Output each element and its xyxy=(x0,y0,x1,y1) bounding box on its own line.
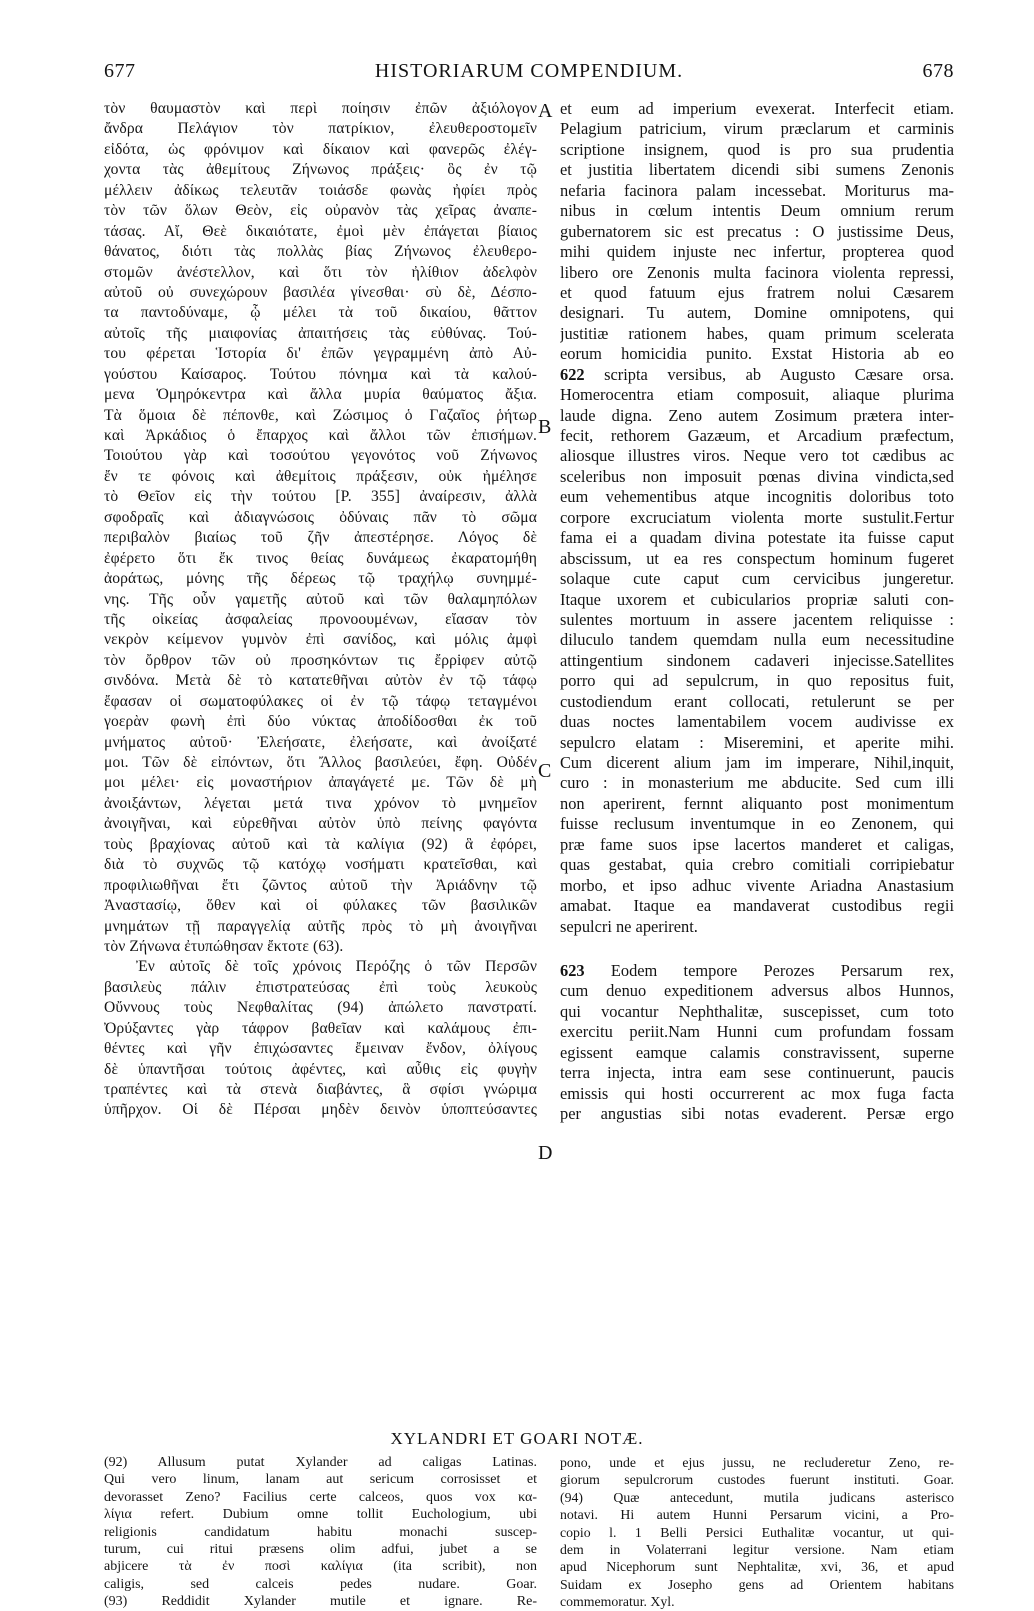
greek-text-line: Ἀναστασίῳ, ὅθεν καὶ οἱ φύλακες τῶν βασιλικῶν xyxy=(104,897,537,915)
greek-text-line: ἀνοιγῆναι, καὶ εὑρεθῆναι αὐτὸν ὑπὸ πείνης φαγόντα xyxy=(104,815,537,833)
note-line: pono, unde et ejus jussu, ne recluderetur Zeno, re- xyxy=(560,1455,954,1470)
greek-text-line: τα παντοδύναμε, ᾧ μέλει τὰ τοῦ δικαίου, θᾶττον xyxy=(104,304,537,322)
greek-text-line: σινδόνα. Μετὰ δὲ τὸ κατατεθῆναι αὐτὸν ἐν τῷ τάφῳ xyxy=(104,672,537,690)
latin-text-line xyxy=(560,961,954,981)
greek-text-line: στομῶν ἀνέστελλον, καὶ ὅτι τὸν ἠλίθιον ἀδελφὸν xyxy=(104,263,537,281)
latin-text-line: sulentes mortuum in assere jacentem reliquisse : xyxy=(560,609,954,629)
greek-text-line: βασιλεὺς πάλιν ἐπιστρατεύσας ἐπὶ τοὺς λευκοὺς xyxy=(104,978,537,996)
greek-text-line: τάσας. Αἴ, Θεὲ δικαιότατε, ἐμοὶ μὲν ἐπάγεται βίαιος xyxy=(104,222,537,240)
greek-text-line: μνημάτων τῇ παραγγελίᾳ αὐτῆς πρὸς τὸ μὴ ἀνοιγῆναι xyxy=(104,917,537,935)
note-line: (94) Quæ antecedunt, mutila judicans asterisco xyxy=(560,1489,954,1505)
section-number: 623 xyxy=(560,960,611,980)
section-number: 622 xyxy=(560,364,605,384)
greek-text-line: τὸν Ζήνωνα ἐτυπώθησαν ἔκτοτε (63). xyxy=(104,937,344,955)
greek-text-line: τὸν θαυμαστὸν καὶ περὶ ποίησιν ἐπῶν ἀξιόλογον xyxy=(104,100,537,117)
latin-text-line: curo : in monasterium me abducite. Sed cum illi xyxy=(560,773,954,793)
greek-text-line: ὑπῆρχον. Οἱ δὲ Πέρσαι μηδὲν δεινὸν ὑποπτεύσαντες xyxy=(104,1101,537,1119)
latin-text-line: præ fame suos ipse lacertos manderet et caligas, xyxy=(560,834,954,854)
greek-text-line: περιβαλὸν βιαίως τοῦ ζῆν ἀπεστέρησε. Λόγος δὲ xyxy=(104,529,537,547)
latin-text-line: et quod fatuum ejus fratrem nolui Cæsarem xyxy=(560,282,954,302)
note-line: Qui vero linum, lanam aut sericum corrosisset et xyxy=(104,1472,537,1488)
greek-text-line: ἔν τε φόνοις καὶ ἀθεμίτοις πράξεσιν, οὐκ ἠμέλησε xyxy=(104,467,537,485)
greek-text-line: χοντα τὰς ἀθεμίτους Ζήνωνος πράξεις· ὃς ἐν τῷ xyxy=(104,161,537,179)
latin-text-line: egissent eamque calamis constravissent, superne xyxy=(560,1042,954,1062)
latin-text-line: emissis qui hosti occurrerent ac mox fuga facta xyxy=(560,1083,954,1103)
latin-text-line: eorum homicidia punito. Exstat Historia ab eo xyxy=(560,344,954,364)
greek-text-line: σφοδραῖς καὶ ἀδιαγνώσοις ὀδύναις πᾶν τὸ σῶμα xyxy=(104,508,537,526)
note-line: abjicere τὰ ἐν ποσὶ καλίγια (ita scribit), non xyxy=(104,1559,537,1575)
latin-text-line: et eum ad imperium evexerat. Interfecit etiam. xyxy=(560,99,954,118)
latin-text-line: nefaria facinora palam incessebat. Moriturus ma- xyxy=(560,180,954,200)
greek-text-line: διὰ τὸ συχνῶς τῷ κατόχῳ νοσήματι κρατεῖσθαι, καὶ xyxy=(104,856,537,874)
margin-letter-b: B xyxy=(538,416,552,438)
running-header xyxy=(104,60,954,90)
latin-text-line: attingentium sindonem cadaveri injecisse.Satellites xyxy=(560,650,954,670)
greek-text-line: τὸν τῶν ὅλων Θεὸν, εἰς οὐρανὸν τὰς χεῖρας ἀναπε- xyxy=(104,202,537,220)
latin-text-line: Cum dicerent alium jam im imperare, Nihil,inquit, xyxy=(560,753,954,772)
greek-text-line: γοερὰν φωνὴ ἐπὶ δύο νύκτας ἀποδίδοσθαι ἐκ τοῦ xyxy=(104,713,537,731)
latin-text-line: gubernatorem sic est precatus : O justissime Deus, xyxy=(560,221,954,241)
greek-text-line: νης. Τῆς οὖν γαμετῆς αὐτοῦ καὶ τῶν θαλαμηπόλων xyxy=(104,590,537,608)
greek-text-line: μενα Ὁμηρόκεντρα καὶ ἄλλα μυρία θαύματος ἄξια. xyxy=(104,386,537,404)
greek-text-line: μνήματος αὐτοῦ· Ἐλεήσατε, ἐλεήσατε, καὶ ἀνοίξατέ xyxy=(104,733,537,751)
greek-text-line: νεκρὸν κείμενον γυμνὸν ἐπὶ σανίδος, καὶ μόλις ἀμφὶ xyxy=(104,631,537,649)
latin-text-line: quas gestabat, quia crebro comitiali corripiebatur xyxy=(560,855,954,875)
latin-text-line: Itaque uxorem et cubicularios propriæ saluti con- xyxy=(560,589,954,609)
latin-text-column xyxy=(560,99,954,1124)
latin-text-line: custodiendum erant collocati, retulerunt se per xyxy=(560,691,954,711)
latin-text-line: abscissum, ut ea res conspectum hominum fugeret xyxy=(560,548,954,568)
running-title: HISTORIARUM COMPENDIUM. xyxy=(374,60,684,82)
greek-text-line: ἀοράτως, μόνης τῆς δέρεως τῷ τραχήλῳ συνημμέ- xyxy=(104,570,537,588)
greek-text-line: εἰδότα, ὡς φρόνιμον καὶ δίκαιον καὶ φανερῶς ἐλέγ- xyxy=(104,140,537,158)
greek-text-line: μοι μέλει· εἰς μοναστήριον ἀπαγάγετέ με. Τῶν δὲ μὴ xyxy=(104,774,537,792)
greek-text-line: Τὰ ὅμοια δὲ πέπονθε, καὶ Ζώσιμος ὁ Γαζαῖος ῥήτωρ xyxy=(104,406,537,424)
latin-text-line: diluculo tandem quemdam nulla eum necessitudine xyxy=(560,630,954,650)
greek-text-line: μοι. Τῶν δὲ εἰπόντων, ὅτι Ἄλλος βασιλεύει, ἔφη. Οὐδέν xyxy=(104,754,537,771)
note-line: Suidam ex Josepho gens ad Orientem habitans xyxy=(560,1576,954,1592)
greek-text-line: Οὔννους τοὺς Νεφθαλίτας (94) ἀπώλετο πανστρατί. xyxy=(104,999,537,1017)
note-line: (92) Allusum putat Xylander ad caligas Latinas. xyxy=(104,1455,537,1470)
notes-left-column xyxy=(104,1454,537,1611)
greek-text-line: τὸν ὄρθρον τῶν οὐ προσηκόντων τις ἔρρiφεν αὐτῷ xyxy=(104,651,537,669)
latin-text-line: fecit, rethorem Gazæum, et Arcadium præfectum, xyxy=(560,426,954,445)
latin-text-line: aliosque illustres viros. Neque vero tot cædibus ac xyxy=(560,446,954,466)
greek-text-line: αὐτοῦ οὐ συνεχώρουν βασιλέα γίνεσθαι· σὺ δὲ, Δέσπο- xyxy=(104,283,537,301)
greek-text-line: προφιλιωθῆναι ἔτι ζῶντος αὐτοῦ τὴν Ἀριάδνην τῷ xyxy=(104,876,537,894)
line-text: Eodem tempore Perozes Persarum rex, xyxy=(610,960,954,980)
latin-text-line: exercitu periit.Nam Hunni cum profundam fossam xyxy=(560,1022,954,1042)
latin-text-line: sepulcro elatam : Miseremini, et aperite mihi. xyxy=(560,732,954,752)
latin-text-line: duas noctes lamentabilem vocem audivisse ex xyxy=(560,712,954,732)
note-line: λίγια refert. Dubium omne tollit Euchologium, ubi xyxy=(104,1507,537,1523)
greek-text-line: τὸ Θεῖον εἰς τὴν τούτου [P. 355] ἀναίρεσιν, ἀλλὰ xyxy=(104,488,537,506)
latin-text-line: terra injecta, intra eam sese continuerunt, paucis xyxy=(560,1063,954,1083)
latin-text-line: fama ei a quadam divina potestate ita fuisse caput xyxy=(560,528,954,548)
latin-text-line: cum denuo expeditionem adversus albos Hunnos, xyxy=(560,981,954,1001)
greek-text-line: ἄνδρα Πελάγιον τὸν πατρίκιον, ἐλευθεροστομεῖν xyxy=(104,120,537,138)
latin-text-line: sepulcri ne aperirent. xyxy=(560,916,698,936)
latin-text-line: amabat. Itaque ea mandaverat custodibus regii xyxy=(560,896,954,916)
greek-text-line: ἀνοιξάντων, λέγεται μετά τινα χρόνον τὸ μνημεῖον xyxy=(104,794,537,812)
latin-text-line: justitiæ rationem habes, quam primum scelerata xyxy=(560,323,954,343)
latin-text-line: sceleribus non imposuit pœnas divina vindicta,sed xyxy=(560,466,954,486)
notes-heading: XYLANDRI ET GOARI NOTÆ. xyxy=(390,1429,644,1448)
latin-text-line: laude digna. Zeno autem Zosimum prætera inter- xyxy=(560,405,954,425)
latin-text-line: fuisse reclusum inventumque in eo Zenonem, qui xyxy=(560,814,954,834)
greek-text-line: ἐφέρετο ὅτι ἔκ τινος θείας δυνάμεως ἐκαρατομήθη xyxy=(104,549,537,567)
greek-text-line: θάνατος, διότι τὰς πολλὰς βίας Ζήνωνος ἐλευθερο- xyxy=(104,243,537,261)
note-line: giorum sepulcrorum custodes fuerunt instituti. Goar. xyxy=(560,1472,954,1488)
greek-text-line: Τοιούτου γὰρ καὶ τοσούτου γεγονότος νοῦ Ζήνωνος xyxy=(104,447,537,465)
latin-text-line: nibus in cœlum intentis Deum omnium rerum xyxy=(560,201,954,221)
latin-text-line: et justitia libertatem dicendi sibi sumens Zenonis xyxy=(560,160,954,180)
page-number-right: 678 xyxy=(922,60,954,82)
latin-text-line: non aperirent, fernnt aliquanto post monimentum xyxy=(560,793,954,813)
note-line: devorasset Zeno? Facilius certe calceos, quos vox κα- xyxy=(104,1489,537,1505)
note-line: commemoratur. Xyl. xyxy=(560,1594,675,1610)
greek-text-line: θέντες καὶ γῆν ἐπιχώσαντες ἔμειναν ἔνδον, ὀλίγους xyxy=(104,1040,537,1058)
latin-text-line: libero ore Zenonis multa facinora violenta repressi, xyxy=(560,262,954,282)
note-line: turum, cui ritui præsens olim adfui, jubet a se xyxy=(104,1541,537,1557)
greek-text-line: του φέρεται Ἱστορία δι' ἐπῶν γεγραμμένη ἀπὸ Αὐ- xyxy=(104,345,537,363)
greek-text-line: Ὀρύξαντες γὰρ τάφρον βαθεῖαν καὶ καλάμους ἐπι- xyxy=(104,1019,537,1037)
note-line: copio l. 1 Belli Persici Euthalitæ vocantur, ut qui- xyxy=(560,1524,954,1540)
notes-right-column xyxy=(560,1454,954,1611)
paragraph-gap xyxy=(560,937,954,961)
latin-text-line: morbo, et ipso adhuc vivente Ariadna Anastasium xyxy=(560,875,954,895)
greek-text-line: καὶ Ἀρκάδιος ὁ ἔπαρχος καὶ ἄλλοι τῶν ἐπισήμων. xyxy=(104,427,537,444)
margin-letter-a: A xyxy=(538,100,553,122)
margin-letter-d: D xyxy=(538,1142,553,1164)
latin-text-line xyxy=(560,365,954,385)
greek-text-line: τῆς οἰκείας ἀσφαλείας προνοουμένων, εἴασαν τὸν xyxy=(104,610,537,628)
greek-text-column xyxy=(104,99,537,1121)
greek-text-line: αὐτοῖς τῆς μιαιφονίας ἀπαιτήσεις τὰς εὐθύνας. Τού- xyxy=(104,324,537,342)
line-text: scripta versibus, ab Augusto Cæsare orsa. xyxy=(604,364,954,384)
latin-text-line: eum vehementibus atque incognitis doloribus toto xyxy=(560,487,954,507)
page-number-left: 677 xyxy=(104,60,136,82)
latin-text-line: corpore excruciatum violenta morte sustulit.Fertur xyxy=(560,507,954,527)
latin-text-line: qui vocantur Nephthalitæ, suscepisset, cum toto xyxy=(560,1001,954,1021)
greek-text-line: γούστου Καίσαρος. Τούτου πόνημα καὶ τὰ καλού- xyxy=(104,365,537,383)
latin-text-line: Pelagium patricium, virum præclarum et carminis xyxy=(560,119,954,139)
margin-letter-c: C xyxy=(538,760,552,782)
note-line: dem in Volaterrani legitur versione. Nam etiam xyxy=(560,1541,954,1557)
note-line: caligis, sed calceis pedes nudare. Goar. xyxy=(104,1576,537,1592)
latin-text-line: scriptione insignem, quod is pro sua prudentia xyxy=(560,139,954,159)
latin-text-line: mihi quidem injuste nec infertur, propterea quod xyxy=(560,242,954,262)
latin-text-line: solaque cute caput cum cervicibus jungeretur. xyxy=(560,569,954,589)
latin-text-line: per angustias sibi notas evaderent. Persæ ergo xyxy=(560,1104,954,1123)
latin-text-line: Homerocentra etiam composuit, aliaque plurima xyxy=(560,385,954,405)
greek-text-line: Ἐν αὐτοῖς δὲ τοῖς χρόνοις Περόζης ὁ τῶν Περσῶν xyxy=(136,958,537,976)
note-line: religionis candidatum habitu monachi suscep- xyxy=(104,1524,537,1540)
latin-text-line: designari. Tu autem, Domine omnipotens, qui xyxy=(560,303,954,323)
greek-text-line: τραπέντες καὶ τὰ στενὰ διαβάντες, ἃ σφίσι γνώριμα xyxy=(104,1081,537,1098)
greek-text-line: ἔφασαν οἱ σωματοφύλακες οἱ ἐν τῷ τάφῳ τεταγμένοι xyxy=(104,692,537,710)
note-line: apud Nicephorum sunt Nephtalitæ, xvi, 36, et apud xyxy=(560,1559,954,1575)
greek-text-line: δὲ ὑπαντῆσαι τούτοις ἀφέντες, καὶ αὖθις εἰς φυγὴν xyxy=(104,1060,537,1078)
note-line: (93) Reddidit Xylander mutile et ignare. Re- xyxy=(104,1594,537,1610)
latin-text-line: porro qui ad sepulcrum, in quo repositus fuit, xyxy=(560,671,954,691)
greek-text-line: μέλλειν ἀδίκως τελευτᾶν τοιάσδε φωνὰς ἠφίει πρὸς xyxy=(104,181,537,199)
note-line: notavi. Hi autem Hunni Persarum vicini, a Pro- xyxy=(560,1507,954,1523)
greek-text-line: τοὺς βραχίονας αὐτοῦ καὶ τὰ καλίγια (92) ἃ ἐφόρει, xyxy=(104,835,537,853)
